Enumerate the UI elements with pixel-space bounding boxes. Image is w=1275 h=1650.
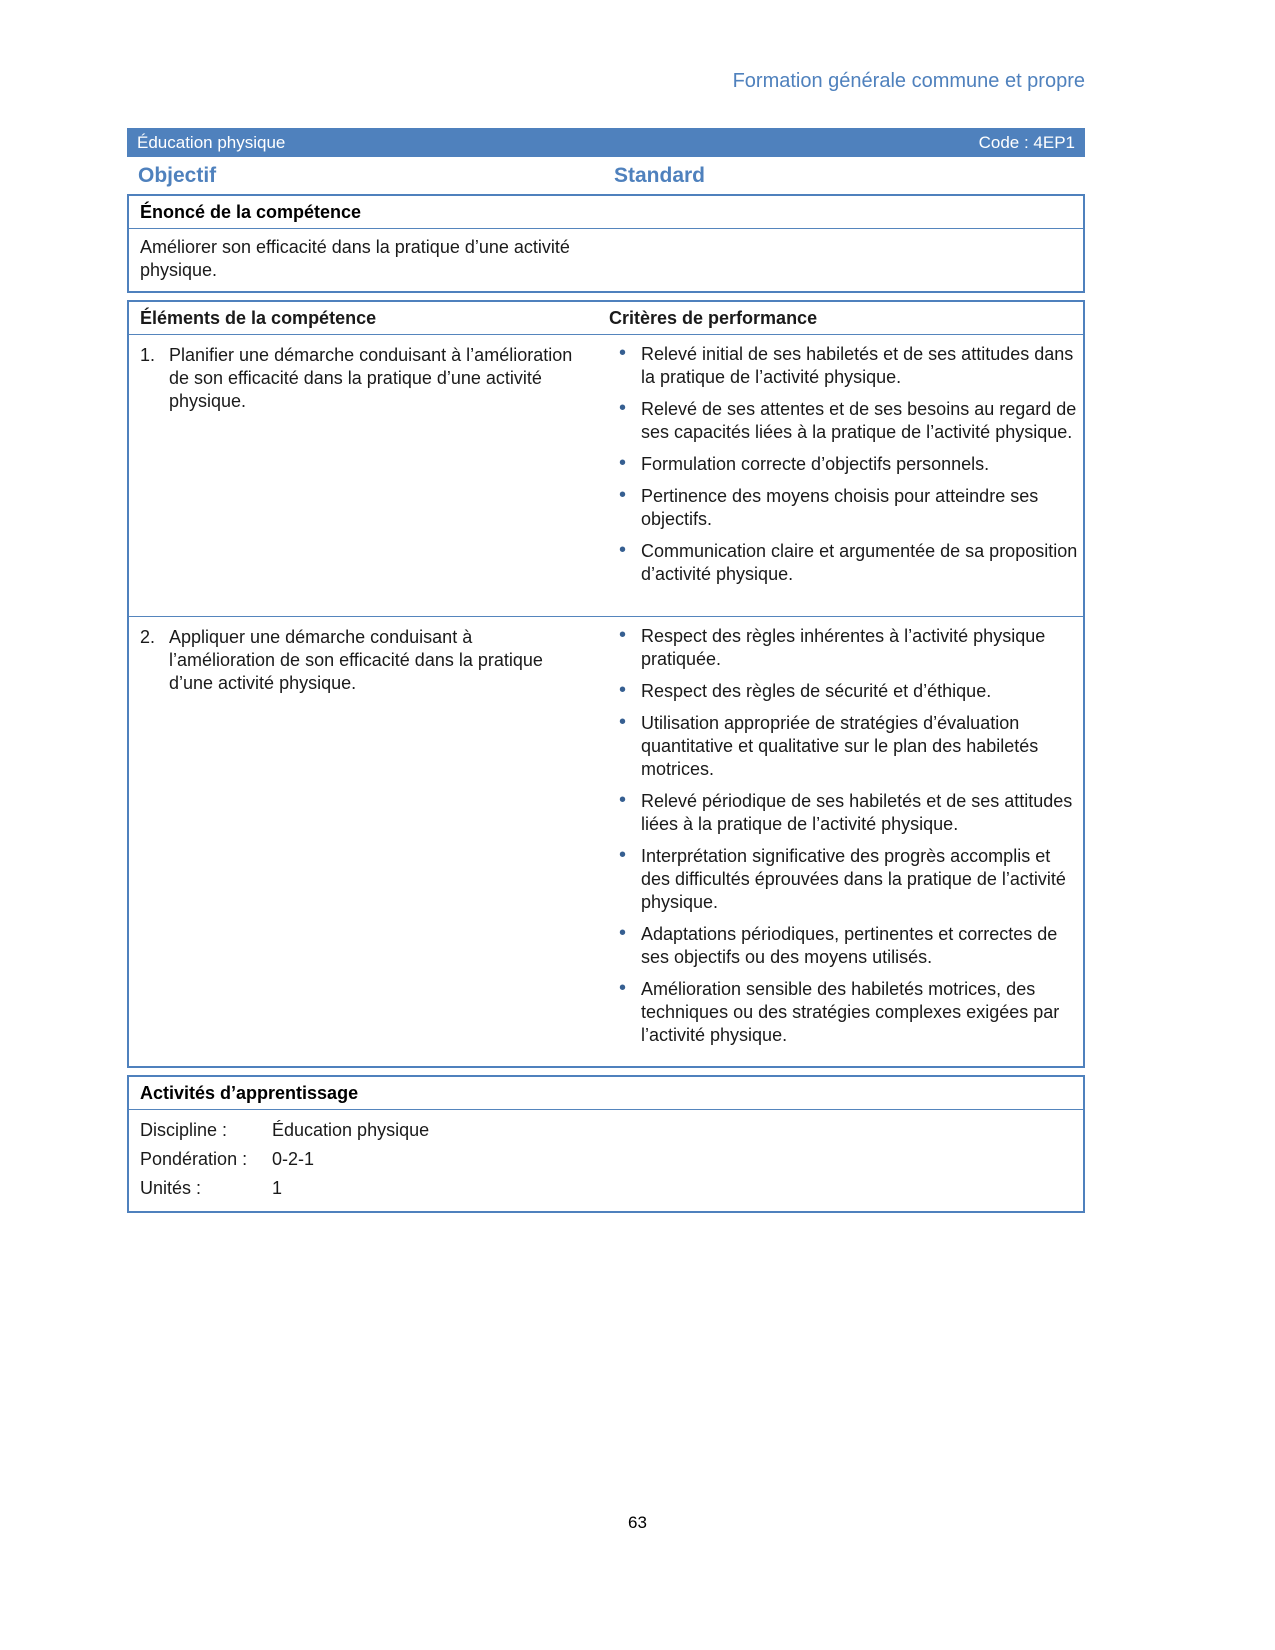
criteria-cell-2 xyxy=(603,617,1083,1066)
criterion-item: • Pertinence des moyens choisis pour atteindre ses objectifs. xyxy=(609,485,1081,531)
activity-value: Éducation physique xyxy=(272,1120,430,1140)
criteres-header: Critères de performance xyxy=(609,308,818,328)
competence-row-2 xyxy=(129,617,1083,1066)
criteria-list-1 xyxy=(609,335,1081,605)
activity-value: 1 xyxy=(272,1178,283,1198)
activity-label: Unités : xyxy=(140,1178,202,1198)
element-cell-2 xyxy=(129,617,603,1066)
enonce-text: Améliorer son efficacité dans la pratique d’une activité physique. xyxy=(140,237,570,280)
competence-table xyxy=(127,300,1085,1068)
activity-row-ponderation xyxy=(129,1145,1083,1174)
standard-heading: Standard xyxy=(614,163,706,187)
running-head: Formation générale commune et propre xyxy=(732,70,1085,92)
element-item-2 xyxy=(140,626,603,695)
enonce-box xyxy=(127,194,1085,293)
element-text: Appliquer une démarche conduisant à l’amélioration de son efficacité dans la pratique d’une activité physique. xyxy=(169,627,543,693)
page-content xyxy=(127,128,1085,1220)
criterion-item: • Utilisation appropriée de stratégies d’évaluation quantitative et qualitative sur le plan des habiletés motrices. xyxy=(609,712,1081,781)
activity-label: Discipline : xyxy=(140,1120,228,1140)
activities-header: Activités d’apprentissage xyxy=(129,1077,1083,1110)
activities-box xyxy=(127,1075,1085,1213)
activities-rows xyxy=(129,1110,1083,1211)
criterion-item: • Relevé de ses attentes et de ses besoins au regard de ses capacités liées à la pratique de l’activité physique. xyxy=(609,398,1081,444)
competence-row-1 xyxy=(129,335,1083,617)
column-headings xyxy=(127,157,1085,194)
enonce-body xyxy=(129,229,1083,291)
criterion-item: • Interprétation significative des progrès accomplis et des difficultés éprouvées dans la pratique de l’activité physique. xyxy=(609,845,1081,914)
title-bar xyxy=(127,128,1085,157)
element-cell-1 xyxy=(129,335,603,616)
element-number: 2. xyxy=(140,627,156,647)
activity-value: 0-2-1 xyxy=(272,1149,315,1169)
criterion-item: • Relevé initial de ses habiletés et de ses attitudes dans la pratique de l’activité physique. xyxy=(609,343,1081,389)
criteria-list-2 xyxy=(609,617,1081,1066)
criterion-item: • Respect des règles inhérentes à l’activité physique pratiquée. xyxy=(609,625,1081,671)
element-text: Planifier une démarche conduisant à l’amélioration de son efficacité dans la pratique d’une activité physique. xyxy=(169,345,573,411)
course-code: Code : 4EP1 xyxy=(978,132,1075,152)
elements-header: Éléments de la compétence xyxy=(140,308,377,328)
criterion-item: • Formulation correcte d’objectifs personnels. xyxy=(609,453,1081,476)
criterion-item: • Communication claire et argumentée de sa proposition d’activité physique. xyxy=(609,540,1081,586)
activity-row-unites xyxy=(129,1174,1083,1203)
element-item-1 xyxy=(140,344,603,413)
activity-label: Pondération : xyxy=(140,1149,248,1169)
criterion-item: • Respect des règles de sécurité et d’éthique. xyxy=(609,680,1081,703)
competence-header-row xyxy=(129,302,1083,335)
criteria-cell-1 xyxy=(603,335,1083,616)
enonce-header: Énoncé de la compétence xyxy=(129,196,1083,229)
criterion-item: • Relevé périodique de ses habiletés et de ses attitudes liées à la pratique de l’activité physique. xyxy=(609,790,1081,836)
activity-row-discipline xyxy=(129,1116,1083,1145)
subject-title: Éducation physique xyxy=(137,132,286,152)
page-number: 63 xyxy=(628,1513,647,1532)
element-number: 1. xyxy=(140,345,156,365)
criterion-item: • Amélioration sensible des habiletés motrices, des techniques ou des stratégies complexes exigées par l’activité physique. xyxy=(609,978,1081,1047)
objectif-heading: Objectif xyxy=(138,163,217,187)
criterion-item: • Adaptations périodiques, pertinentes et correctes de ses objectifs ou des moyens utilisés. xyxy=(609,923,1081,969)
